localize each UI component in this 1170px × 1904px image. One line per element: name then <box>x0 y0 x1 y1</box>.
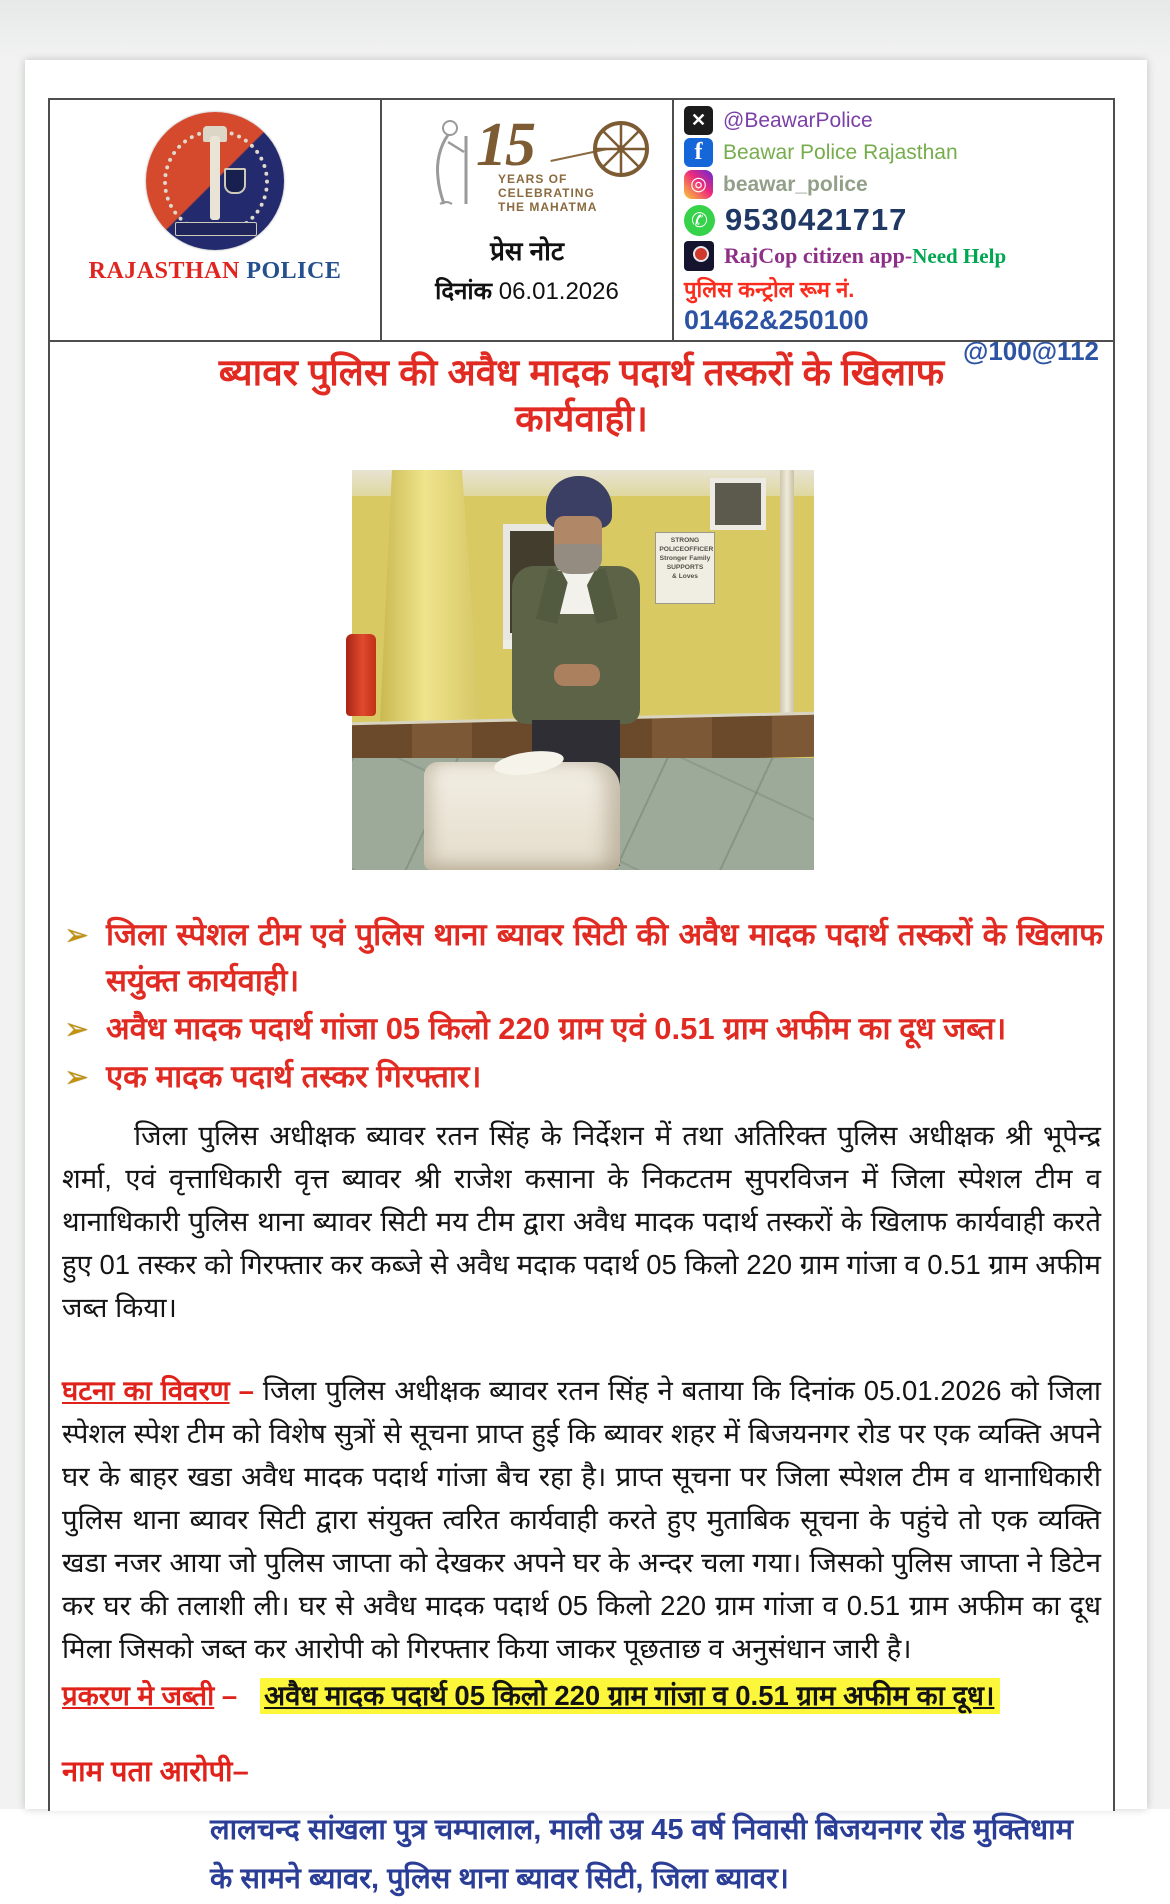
anniversary-years-of: YEARS OF <box>498 172 568 186</box>
control-room-label: पुलिस कन्ट्रोल रूम नं. <box>684 277 855 302</box>
suspect-hands <box>554 664 600 686</box>
bullet-arrow-icon: ➢ <box>64 1061 90 1094</box>
poster-line: & Loves <box>672 573 698 580</box>
suspect-photo <box>352 470 814 870</box>
whatsapp-icon: ✆ <box>684 205 715 236</box>
poster-line: SUPPORTS <box>666 564 704 571</box>
anniversary-celebrating: CELEBRATING <box>498 186 595 200</box>
instagram-handle: beawar_police <box>723 172 868 196</box>
press-note-date <box>435 274 619 307</box>
facebook-page-name: Beawar Police Rajasthan <box>723 140 958 164</box>
anniversary-the-mahatma: THE MAHATMA <box>498 200 598 214</box>
poster-line: STRONG <box>670 537 700 544</box>
photo-small-window <box>710 478 766 530</box>
header-cell-pressnote <box>382 100 674 340</box>
twitter-handle: @BeawarPolice <box>723 108 873 132</box>
contact-row-whatsapp <box>684 202 1105 238</box>
seizure-line <box>62 1674 1101 1717</box>
contact-row-twitter <box>684 106 1105 135</box>
seizure-highlight: अवैध मादक पदार्थ 05 किलो 220 ग्राम गांजा व 0.51 ग्राम अफीम का दूध। <box>260 1678 1000 1714</box>
incident-paragraph <box>62 1369 1101 1670</box>
bullet-item <box>64 1054 1103 1100</box>
bullet-text: एक मादक पदार्थ तस्कर गिरफ्तार। <box>106 1059 482 1094</box>
rajcop-app-icon <box>684 241 714 271</box>
bullet-text: अवैध मादक पदार्थ गांजा 05 किलो 220 ग्राम एवं 0.51 ग्राम अफीम का दूध जब्त। <box>106 1011 1007 1046</box>
emblem-pillar <box>210 136 220 220</box>
photo-red-bucket <box>346 634 376 716</box>
twitter-x-icon: ✕ <box>684 106 713 135</box>
incident-dash: – <box>238 1375 254 1406</box>
document-title-line2: कार्यवाही। <box>515 398 648 439</box>
contact-row-instagram <box>684 170 1105 199</box>
bullet-item <box>64 1006 1103 1052</box>
control-room-number: 01462&250100 <box>684 305 869 335</box>
accused-info: लालचन्द सांखला पुत्र चम्पालाल, माली उम्र 45 वर्ष निवासी बिजयनगर रोड मुक्तिधाम के सामने ब्यावर, पुलिस थाना ब्यावर सिटी, जिला ब्यावर। <box>210 1814 1073 1895</box>
police-name-police: POLICE <box>246 258 342 284</box>
contact-row-rajcop <box>684 241 1105 271</box>
rajcop-app-label: RajCop citizen app- <box>724 243 913 268</box>
bullet-item <box>64 912 1103 1004</box>
need-help-label: Need Help <box>912 243 1007 268</box>
bullet-text: जिला स्पेशल टीम एवं पुलिस थाना ब्यावर सिटी की अवैध मादक पदार्थ तस्करों के खिलाफ सयुंक्त कार्यवाही। <box>106 917 1103 998</box>
photo-pillar <box>380 470 480 722</box>
facebook-icon: f <box>684 138 713 167</box>
contact-row-facebook <box>684 138 1105 167</box>
mahatma-150-years-logo <box>402 111 652 214</box>
press-note-page <box>25 60 1147 1895</box>
gandhi-silhouette-icon <box>420 118 472 206</box>
date-label: दिनांक <box>435 278 493 305</box>
accused-label: नाम पता आरोपी– <box>62 1756 249 1788</box>
incident-text: जिला पुलिस अधीक्षक ब्यावर रतन सिंह ने बताया कि दिनांक 05.01.2026 को जिला स्पेशल स्पेश टीम को विशेष सुत्रों से सूचना प्राप्त हुई कि ब्यावर शहर में बिजयनगर रोड पर एक व्यक्ति अपने घर के बाहर खडा अवैध मादक पदार्थ गांजा बैच रहा है। प्राप्त सूचना पर जिला स्पेशल टीम व थानाधिकारी पुलिस थाना ब्यावर सिटी द्वारा संयुक्त त्वरित कार्यवाही करते हुए मुताबिक सूचना के पहुंचे तो एक व्यक्ति खडा नजर आया जो पुलिस जाप्ता को देखकर अपने घर के अन्दर चला गया। जिसको पुलिस जाप्ता ने डिटेन कर घर की तलाशी ली। घर से अवैध मादक पदार्थ 05 किलो 220 ग्राम गांजा व 0.51 ग्राम अफीम का दूध मिला जिसको जब्त कर आरोपी को गिरफ्तार किया जाकर पूछताछ व अनुसंधान जारी है। <box>62 1375 1102 1664</box>
highlight-bullet-list <box>64 912 1103 1100</box>
header-row <box>50 100 1113 366</box>
header-cell-contacts <box>674 100 1113 366</box>
bullet-arrow-icon: ➢ <box>64 919 90 952</box>
intro-paragraph: जिला पुलिस अधीक्षक ब्यावर रतन सिंह के निर्देशन में तथा अतिरिक्त पुलिस अधीक्षक श्री भूपेन्द्र शर्मा, एवं वृत्ताधिकारी वृत्त ब्यावर श्री राजेश कसाना के निकटतम सुपरविजन में जिला स्पेशल टीम व थानाधिकारी पुलिस थाना ब्यावर सिटी मय टीम द्वारा अवैध मादक पदार्थ तस्करों के खिलाफ कार्यवाही करते हुए 01 तस्कर को गिरफ्तार कर कब्जे से अवैध मदाक पदार्थ 05 किलो 220 ग्राम गांजा व 0.51 ग्राम अफीम जब्त किया। <box>62 1120 1101 1323</box>
rajasthan-police-emblem-icon <box>146 112 284 250</box>
instagram-icon: ◎ <box>684 170 713 199</box>
poster-line: POLICEOFFICER <box>659 546 714 553</box>
poster-line: Stronger Family <box>659 555 711 562</box>
header-cell-police <box>50 100 382 340</box>
document-title-line1: ब्यावर पुलिस की अवैध मादक पदार्थ तस्करों के खिलाफ <box>218 352 945 393</box>
photo-wall-poster <box>655 532 715 604</box>
photo-seized-sack <box>424 762 620 870</box>
emergency-numbers: @100@112 <box>962 336 1099 366</box>
emblem-shield <box>224 168 246 194</box>
photo-drain-pipe <box>780 470 794 720</box>
press-note-title: प्रेस नोट <box>490 236 564 266</box>
document-border-box <box>48 98 1115 1895</box>
seizure-label: प्रकरण मे जब्ती <box>62 1680 215 1711</box>
suspect-beard <box>554 544 602 574</box>
bullet-arrow-icon: ➢ <box>64 1013 90 1046</box>
police-name-rajasthan: RAJASTHAN <box>88 258 240 284</box>
whatsapp-number: 9530421717 <box>725 202 908 237</box>
charkha-wheel-icon <box>592 120 650 178</box>
date-value: 06.01.2026 <box>498 278 619 305</box>
police-name <box>89 258 342 285</box>
incident-label: घटना का विवरण <box>62 1375 230 1406</box>
seizure-dash: – <box>221 1680 238 1711</box>
anniversary-number: 15 <box>476 111 534 179</box>
emblem-banner <box>175 222 257 236</box>
